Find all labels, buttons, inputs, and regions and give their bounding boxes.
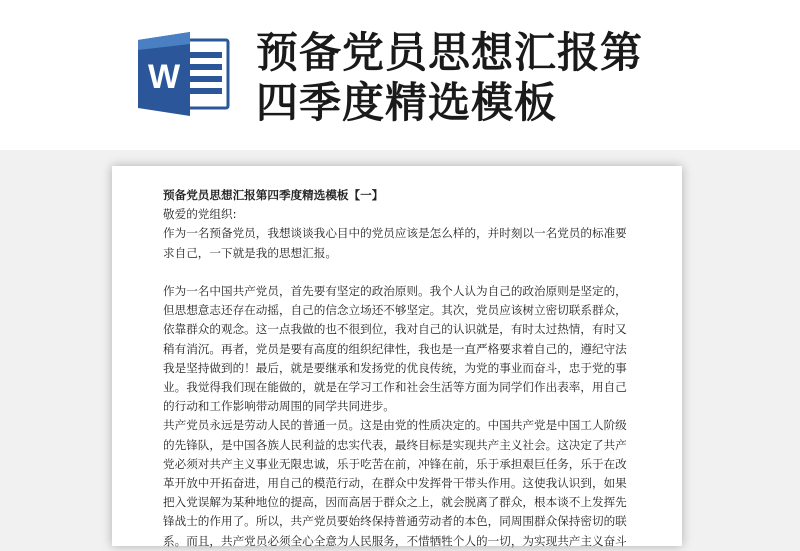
paragraph-line: 作为一名中国共产党员，首先要有坚定的政治原则。我个人认为自己的政治原则是坚定的， bbox=[163, 284, 627, 298]
paragraph-line: 的行动和工作影响带动周围的同学共同进步。 bbox=[163, 399, 395, 414]
paragraph-line: 作为一名预备党员，我想谈谈我心目中的党员应该是怎么样的，并时刻以一名党员的标准要 bbox=[163, 226, 627, 241]
word-icon-graphic bbox=[136, 30, 232, 118]
document-title: 预备党员思想汇报第四季度精选模板【一】 bbox=[163, 188, 384, 202]
paragraph-line: 求自己，一下就是我的思想汇报。 bbox=[163, 245, 337, 260]
document-body bbox=[163, 186, 641, 551]
paragraph-line: 锋战士的作用了。所以，共产党员要始终保持普通劳动者的本色，同周围群众保持密切的联 bbox=[163, 514, 627, 529]
paragraph-line: 依靠群众的观念。这一点我做的也不很到位，我对自己的认识就是，有时太过热情，有时又 bbox=[163, 322, 627, 337]
banner-title-line-2: 四季度精选模板 bbox=[256, 78, 558, 127]
salutation: 敬爱的党组织: bbox=[163, 207, 237, 222]
paragraph-line: 党必须对共产主义事业无限忠诚，乐于吃苦在前，冲锋在前，乐于承担艰巨任务，乐于在改 bbox=[163, 456, 627, 471]
header-banner bbox=[0, 0, 800, 150]
paragraph-line: 我是坚持做到的！最后，就是要继承和发扬党的优良传统，为党的事业而奋斗，忠于党的事 bbox=[163, 360, 627, 375]
document-page bbox=[112, 166, 682, 546]
blank-line bbox=[163, 263, 641, 282]
paragraph-line: 系。而且，共产党员必须全心全意为人民服务，不惜牺牲个人的一切，为实现共产主义奋斗 bbox=[163, 533, 627, 548]
banner-title-line-1: 预备党员思想汇报第 bbox=[256, 28, 644, 77]
paragraph-line: 但思想意志还存在动摇，自己的信念立场还不够坚定。其次，党员应该树立密切联系群众， bbox=[163, 303, 627, 318]
paragraph-line: 革开放中开拓奋进，用自己的模范行动，在群众中发挥骨干带头作用。这使我认识到，如果 bbox=[163, 476, 627, 491]
paragraph-line: 业。我觉得我们现在能做的，就是在学习工作和社会生活等方面为同学们作出表率，用自己 bbox=[163, 380, 627, 395]
word-icon bbox=[136, 30, 232, 118]
paragraph-line: 共产党员永远是劳动人民的普通一员。这是由党的性质决定的。中国共产党是中国工人阶级 bbox=[163, 418, 627, 433]
banner-title bbox=[256, 28, 716, 128]
paragraph-line: 把入党误解为某种地位的提高，因而高居于群众之上，就会脱离了群众，根本谈不上发挥先 bbox=[163, 495, 627, 510]
paragraph-line: 稍有消沉。再者，党员是要有高度的组织纪律性，我也是一直严格要求着自己的，遵纪守法 bbox=[163, 341, 627, 356]
word-icon-letter: W bbox=[147, 58, 181, 96]
paragraph-line: 的先锋队，是中国各族人民利益的忠实代表，最终目标是实现共产主义社会。这决定了共产 bbox=[163, 437, 627, 452]
